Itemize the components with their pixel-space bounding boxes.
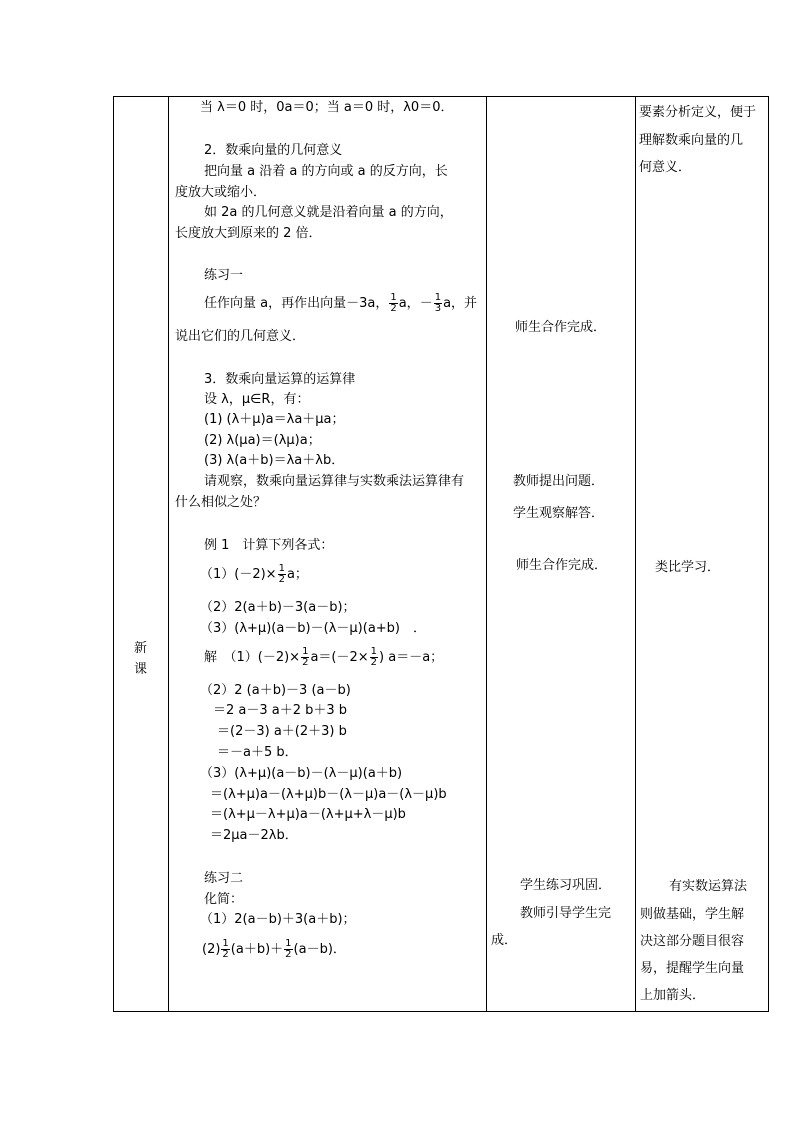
exercise-1-line-b: 说出它们的几何意义． <box>175 329 306 344</box>
exercise-2-q2-mid: (a＋b)＋ <box>230 942 284 957</box>
fraction-denominator: 2 <box>390 303 397 314</box>
exercise-2-q2 <box>202 938 346 962</box>
intent-1-line-b: 理解数乘向量的几 <box>639 133 744 148</box>
column-divider-3 <box>635 96 636 1012</box>
example-1-q1-pre: （1）(－2)× <box>200 567 277 582</box>
solution-1-post: ) a＝－a； <box>379 650 444 665</box>
solution-3-line-3: ＝(λ+μ－λ+μ)a－(λ+μ+λ－μ)b <box>210 807 406 822</box>
fraction-one-half <box>370 647 378 668</box>
activity-teacher-guide-b: 成． <box>491 933 518 948</box>
fraction-numerator: 1 <box>302 646 309 657</box>
observe-question-b: 什么相似之处？ <box>175 495 267 510</box>
example-1-q2: （2）2(a＋b)－3(a－b)； <box>200 600 356 615</box>
section-2-para-2b: 长度放大到原来的 2 倍． <box>175 226 322 241</box>
solution-1-mid: a＝(－2× <box>310 650 369 665</box>
intent-3-line-a: 有实数运算法 <box>669 879 748 894</box>
solution-1 <box>204 646 443 670</box>
activity-student-answer: 学生观察解答． <box>513 506 605 521</box>
fraction-numerator: 1 <box>285 938 292 949</box>
exercise-1-text: 任作向量 a，再作出向量－3a， <box>204 296 389 311</box>
table-border-top <box>113 96 769 97</box>
fraction-denominator: 2 <box>222 949 229 960</box>
law-2: (2) λ(μa)＝(λμ)a； <box>204 433 321 448</box>
intent-analogy: 类比学习． <box>655 560 721 575</box>
activity-teacher-guide-a: 教师引导学生完 <box>520 906 612 921</box>
intent-1-line-a: 要素分析定义，便于 <box>639 105 757 120</box>
fraction-one-half <box>278 564 286 585</box>
solution-3-line-4: ＝2μa－2λb． <box>210 828 298 843</box>
fraction-numerator: 1 <box>390 292 397 303</box>
negative-sign: － <box>419 296 433 311</box>
intent-1-line-c: 何意义． <box>639 160 692 175</box>
vector-a-label: a <box>443 296 452 311</box>
section-2-para-2a: 如 2a 的几何意义就是沿着向量 a 的方向， <box>204 205 453 220</box>
example-1-title: 例 1 计算下列各式： <box>204 538 334 553</box>
section-3-intro: 设 λ，μ∈R，有： <box>204 392 310 407</box>
content-line-1: 当 λ＝0 时，0a＝0；当 a＝0 时，λ0＝0． <box>200 100 454 115</box>
exercise-2-q2-pre: (2) <box>202 942 221 957</box>
exercise-1-tail: ，并 <box>451 296 478 311</box>
section-2-title: 2．数乘向量的几何意义 <box>204 143 343 158</box>
fraction-one-half <box>221 939 229 960</box>
solution-1-pre: 解 （1）(－2)× <box>204 650 301 665</box>
table-border-bottom <box>113 1011 769 1012</box>
activity-teacher-question: 教师提出问题． <box>513 474 605 489</box>
law-1: (1) (λ＋μ)a＝λa＋μa； <box>204 412 345 427</box>
fraction-numerator: 1 <box>222 938 229 949</box>
section-3-title: 3．数乘向量运算的运算律 <box>204 372 356 387</box>
fraction-denominator: 3 <box>434 303 442 314</box>
activity-student-practice: 学生练习巩固． <box>520 878 612 893</box>
column-divider-2 <box>486 96 487 1012</box>
section-2-para-1b: 度放大或缩小． <box>175 185 267 200</box>
fraction-one-half <box>284 939 292 960</box>
section-label-ke: 课 <box>134 662 148 677</box>
fraction-denominator: 2 <box>302 657 309 668</box>
vector-a-label: a， <box>398 296 420 311</box>
exercise-2-title: 练习二 <box>204 871 244 886</box>
solution-2-line-3: ＝(2－3) a＋(2＋3) b <box>217 724 347 739</box>
intent-3-line-e: 上加箭头． <box>640 988 706 1003</box>
example-1-q3: （3）(λ+μ)(a－b)－(λ－μ)(a+b) ． <box>200 621 426 636</box>
fraction-denominator: 2 <box>285 949 292 960</box>
fraction-numerator: 1 <box>278 563 285 574</box>
fraction-numerator: 1 <box>434 292 442 303</box>
fraction-numerator: 1 <box>370 646 378 657</box>
section-2-para-1a: 把向量 a 沿着 a 的方向或 a 的反方向，长 <box>204 164 448 179</box>
intent-3-line-c: 决这部分题目很容 <box>640 934 745 949</box>
intent-3-line-b: 则做基础，学生解 <box>640 907 745 922</box>
law-3: (3) λ(a＋b)＝λa＋λb． <box>204 453 345 468</box>
example-1-q1-post: a； <box>286 567 308 582</box>
intent-3-line-d: 易，提醒学生向量 <box>640 961 745 976</box>
fraction-one-third <box>434 293 442 314</box>
section-label-xin: 新 <box>134 641 148 656</box>
activity-cooperate-2: 师生合作完成． <box>516 558 608 573</box>
exercise-1-line-a <box>204 292 477 316</box>
fraction-denominator: 2 <box>278 574 285 585</box>
exercise-2-q2-post: (a－b)． <box>293 942 346 957</box>
solution-3-line-1: （3）(λ+μ)(a－b)－(λ－μ)(a＋b) <box>200 766 403 781</box>
solution-3-line-2: ＝(λ+μ)a－(λ+μ)b－(λ－μ)a－(λ－μ)b <box>210 787 447 802</box>
exercise-2-q1: （1）2(a－b)＋3(a＋b)； <box>200 912 356 927</box>
example-1-q1 <box>200 563 308 587</box>
table-border-left <box>113 96 114 1012</box>
exercise-1-title: 练习一 <box>204 268 244 283</box>
table-border-right <box>768 96 769 1012</box>
activity-cooperate-1: 师生合作完成． <box>515 320 607 335</box>
exercise-2-subtitle: 化简： <box>204 892 244 907</box>
fraction-one-half <box>389 293 397 314</box>
fraction-denominator: 2 <box>370 657 378 668</box>
solution-2-line-1: （2）2 (a＋b)－3 (a－b) <box>200 683 351 698</box>
column-divider-1 <box>168 96 169 1012</box>
fraction-one-half <box>301 647 309 668</box>
solution-2-line-2: ＝2 a－3 a＋2 b＋3 b <box>213 703 348 718</box>
solution-2-line-4: ＝－a＋5 b． <box>217 745 298 760</box>
observe-question-a: 请观察，数乘向量运算律与实数乘法运算律有 <box>204 474 465 489</box>
